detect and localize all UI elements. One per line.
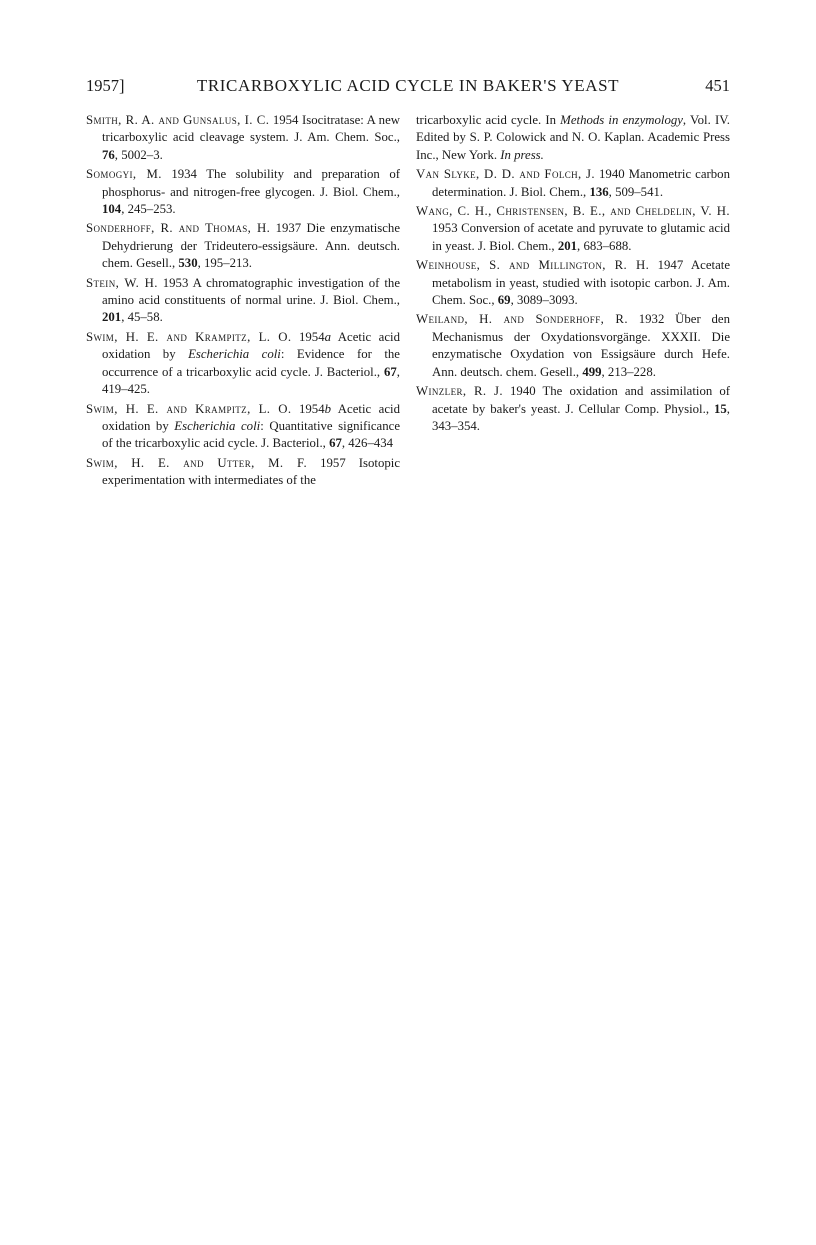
reference-entry: Swim, H. E. and Utter, M. F. 1957 Isotopic experimentation with intermediates of the: [86, 455, 400, 488]
species-name: Escherichia coli: [174, 418, 261, 433]
reference-entry: Winzler, R. J. 1940 The oxidation and assimilation of acetate by baker's yeast. J. Cellular Comp. Physiol., 15, 343–354.: [416, 384, 731, 433]
reference-author: Weinhouse, S. and Millington, R. H.: [416, 258, 650, 273]
reference-volume: 201: [102, 310, 122, 325]
reference-author: Swim, H. E. and Krampitz, L. O.: [86, 329, 292, 344]
reference-volume: 104: [102, 202, 122, 217]
reference-author: Somogyi, M.: [86, 167, 162, 182]
reference-author: Sonderhoff, R. and Thomas, H.: [86, 221, 271, 236]
reference-continuation: tricarboxylic acid cycle. In Methods in enzymology, Vol. IV. Edited by S. P. Colowick and N. O. Kaplan. Academic Press Inc., New York. In press.: [416, 113, 730, 162]
references-right-column: [416, 112, 730, 437]
reference-entry: Swim, H. E. and Krampitz, L. O. 1954a Acetic acid oxidation by Escherichia coli: Evidence for the occurrence of a tricarboxylic acid cycle. J. Bacteriol., 67, 419–425.: [86, 329, 400, 397]
reference-author: Wang, C. H., Christensen, B. E., and Cheldelin, V. H.: [416, 204, 730, 219]
reference-entry: Sonderhoff, R. and Thomas, H. 1937 Die enzymatische Dehydrierung der Trideutero-essigsäure. Ann. deutsch. chem. Gesell., 530, 195–213.: [86, 221, 401, 271]
page-number: 451: [705, 76, 730, 95]
references-left-column: [86, 112, 400, 492]
reference-entry: Somogyi, M. 1934 The solubility and preparation of phosphorus- and nitrogen-free glycogen. J. Biol. Chem., 104, 245–253.: [86, 167, 400, 217]
reference-entry: Wang, C. H., Christensen, B. E., and Cheldelin, V. H. 1953 Conversion of acetate and pyruvate to glutamic acid in yeast. J. Biol. Chem., 201, 683–688.: [416, 204, 730, 253]
reference-author: Stein, W. H.: [86, 275, 158, 290]
reference-entry: Stein, W. H. 1953 A chromatographic investigation of the amino acid constituents of normal urine. J. Biol. Chem., 201, 45–58.: [86, 275, 400, 325]
reference-volume: 67: [329, 436, 342, 451]
reference-entry: Smith, R. A. and Gunsalus, I. C. 1954 Isocitratase: A new tricarboxylic acid cleavage system. J. Am. Chem. Soc., 76, 5002–3.: [86, 113, 400, 162]
reference-entry: Weiland, H. and Sonderhoff, R. 1932 Über den Mechanismus der Oxydationsvorgänge. XXXII. Die enzymatische Oxydation von Essigsäure durch Hefe. Ann. deutsch. chem. Gesell., 499, 213–228.: [416, 312, 730, 379]
reference-volume: 530: [178, 256, 198, 271]
journal-year: 1957]: [86, 76, 125, 95]
reference-volume: 499: [582, 364, 602, 379]
reference-volume: 136: [589, 184, 609, 199]
book-title: Methods in enzymology: [560, 113, 683, 127]
reference-author: Swim, H. E. and Utter, M. F.: [86, 455, 308, 470]
reference-author: Weiland, H. and Sonderhoff, R.: [416, 312, 628, 327]
reference-author: Swim, H. E. and Krampitz, L. O.: [86, 401, 292, 416]
reference-author: Winzler, R. J.: [416, 384, 503, 399]
reference-entry: Swim, H. E. and Krampitz, L. O. 1954b Acetic acid oxidation by Escherichia coli: Quantitative significance of the tricarboxylic acid cycle. J. Bacteriol., 67, 426–434: [86, 401, 400, 451]
running-title: TRICARBOXYLIC ACID CYCLE IN BAKER'S YEAST: [196, 76, 620, 95]
reference-volume: 201: [557, 238, 578, 253]
reference-volume: 15: [714, 401, 727, 416]
reference-volume: 67: [384, 364, 397, 379]
reference-author: Van Slyke, D. D. and Folch, J.: [416, 167, 596, 182]
reference-author: Smith, R. A. and Gunsalus, I. C.: [86, 113, 270, 127]
reference-volume: 69: [497, 293, 511, 308]
species-name: Escherichia coli: [188, 347, 281, 362]
reference-volume: 76: [102, 147, 115, 162]
page-header: [86, 76, 730, 100]
reference-entry: Van Slyke, D. D. and Folch, J. 1940 Manometric carbon determination. J. Biol. Chem., 136, 509–541.: [416, 167, 730, 199]
reference-entry: Weinhouse, S. and Millington, R. H. 1947 Acetate metabolism in yeast, studied with isotopic carbon. J. Am. Chem. Soc., 69, 3089–3093.: [416, 258, 730, 308]
